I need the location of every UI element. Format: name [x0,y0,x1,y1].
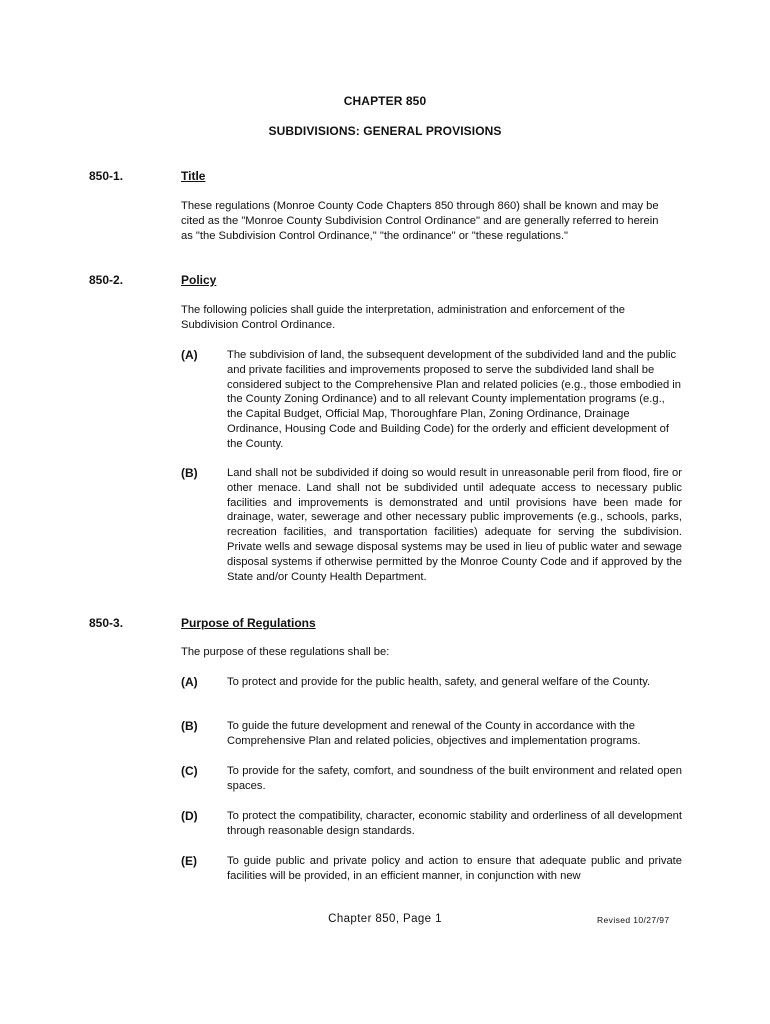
list-item-text: The subdivision of land, the subsequent development of the subdivided land and the public and private facilities and improvements proposed to serve the subdivided land shall be considered subject to the Comprehensive Plan and related policies (e.g., those embodied in the County Zoning Ordinance) and to all relevant County implementation programs (e.g., the Capital Budget, Official Map, Thoroughfare Plan, Zoning Ordinance, Drainage Ordinance, Housing Code and Building Code) for the orderly and efficient development of the County. [227,349,681,450]
page-footer-number: Chapter 850, Page 1 [328,913,442,925]
section-number: 850-2. [89,273,124,287]
list-item-text: To provide for the safety, comfort, and soundness of the built environment and related open spaces. [227,765,682,792]
list-item-label: (A) [181,675,198,689]
list-item-label: (A) [181,348,198,362]
chapter-title: CHAPTER 850 [343,94,427,108]
section-intro: The purpose of these regulations shall be: [181,646,390,658]
list-item-text: To protect the compatibility, character, economic stability and orderliness of all development through reasonable design standards. [227,810,682,837]
list-item-text: Land shall not be subdivided if doing so would result in unreasonable peril from flood, fire or other menace. Land shall not be subdivided until adequate access to necessary public facilities and improvements is demonstrated and until provisions have been made for drainage, water, sewerage and other necessary public improvements (e.g., schools, parks, recreation facilities, and transportation facilities) adequate for serving the subdivision. Private wells and sewage disposal systems may be used in lieu of public water and sewage disposal systems if otherwise permitted by the Monroe County Code and if approved by the State and/or County Health Department. [227,467,682,583]
section-heading-title: Title [181,169,206,183]
list-item-label: (C) [181,764,198,778]
section-number: 850-1. [89,169,124,183]
section-paragraph: These regulations (Monroe County Code Chapters 850 through 860) shall be known and may be cited as the "Monroe County Subdivision Control Ordinance" and are generally referred to herein as "the Subdivision Control Ordinance," "the ordinance" or "these regulations." [181,200,659,242]
section-heading-purpose: Purpose of Regulations [181,616,316,630]
list-item-label: (E) [181,854,197,868]
chapter-subtitle: SUBDIVISIONS: GENERAL PROVISIONS [268,124,502,138]
list-item-label: (D) [181,809,198,823]
list-item-label: (B) [181,719,198,733]
list-item-text: To guide the future development and renewal of the County in accordance with the Comprehensive Plan and related policies, objectives and implementation programs. [227,720,641,747]
list-item-text: To guide public and private policy and action to ensure that adequate public and private facilities will be provided, in an efficient manner, in conjunction with new [227,855,682,882]
page-footer-revised: Revised 10/27/97 [597,915,670,925]
section-heading-policy: Policy [181,273,217,287]
section-number: 850-3. [89,616,124,630]
section-intro: The following policies shall guide the interpretation, administration and enforcement of the Subdivision Control Ordinance. [181,304,626,331]
list-item-text: To protect and provide for the public health, safety, and general welfare of the County. [227,676,651,688]
list-item-label: (B) [181,466,198,480]
